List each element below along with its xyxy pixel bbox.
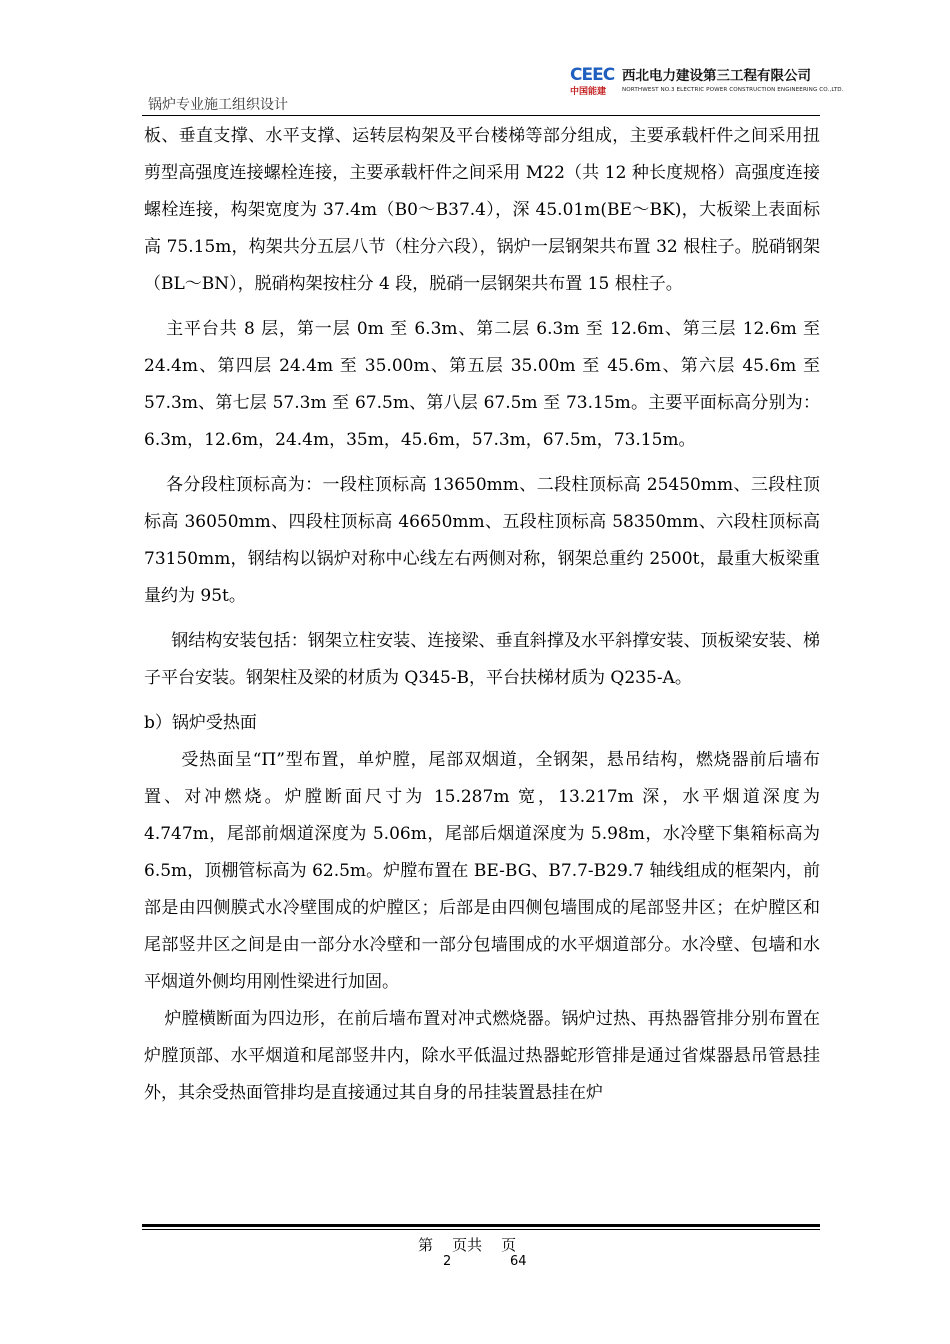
paragraph-heating-surface: 受热面呈“Π”型布置，单炉膛，尾部双烟道，全钢架，悬吊结构，燃烧器前后墙布置、对冲燃烧。炉膛断面尺寸为 15.287m 宽，13.217m 深，水平烟道深度为 4.747m，尾部前烟道深度为 5.06m，尾部后烟道深度为 5.98m，水冷壁下集箱标高为 6.5m，顶棚管标高为 62.5m。炉膛布置在 BE-BG、B7.7-B29.7 轴线组成的框架内，前部是由四侧膜式水冷壁围成的炉膛区；后部是由四侧包墙围成的尾部竖井区；在炉膛区和尾部竖井区之间是由一部分水冷壁和一部分包墙围成的水平烟道部分。水冷壁、包墙和水平烟道外侧均用刚性梁进行加固。	[144, 750, 820, 992]
total-pages: 64	[510, 1254, 527, 1269]
paragraph-steel-installation: 钢结构安装包括：钢架立柱安装、连接梁、垂直斜撑及水平斜撑安装、顶板梁安装、梯子平台安装。钢架柱及梁的材质为 Q345-B，平台扶梯材质为 Q235-A。	[144, 631, 820, 688]
paragraph-furnace-section: 炉膛横断面为四边形，在前后墙布置对冲式燃烧器。锅炉过热、再热器管排分别布置在炉膛顶部、水平烟道和尾部竖井内，除水平低温过热器蛇形管排是通过省煤器悬吊管悬挂外，其余受热面管排均是直接通过其自身的吊挂装置悬挂在炉	[144, 1009, 820, 1103]
page-number: 2	[443, 1254, 452, 1269]
footer-divider-thin	[142, 1229, 820, 1230]
document-body	[144, 118, 820, 1112]
section-heading-heating-surface: b）锅炉受热面	[144, 713, 257, 733]
footer-divider-thick	[142, 1224, 820, 1227]
company-english-name: NORTHWEST NO.3 ELECTRIC POWER CONSTRUCTION ENGINEERING CO.,LTD.	[622, 87, 844, 93]
svg-text:CEEC: CEEC	[570, 65, 615, 84]
group-name: 中国能建	[570, 87, 607, 97]
paragraph-column-elevations: 各分段柱顶标高为：一段柱顶标高 13650mm、二段柱顶标高 25450mm、三段柱顶标高 36050mm、四段柱顶标高 46650mm、五段柱顶标高 58350mm、六段柱顶标高 73150mm，钢结构以锅炉对称中心线左右两侧对称，钢架总重约 2500t，最重大板梁重量约为 95t。	[144, 475, 820, 606]
page-label: 第 页共 页	[418, 1236, 517, 1254]
company-logo	[570, 62, 844, 98]
paragraph-main-platform: 主平台共 8 层，第一层 0m 至 6.3m、第二层 6.3m 至 12.6m、第三层 12.6m 至 24.4m、第四层 24.4m 至 35.00m、第五层 35.00m 至 45.6m、第六层 45.6m 至 57.3m、第七层 57.3m 至 67.5m、第八层 67.5m 至 73.15m。主要平面标高分别为：6.3m，12.6m，24.4m，35m，45.6m，57.3m，67.5m，73.15m。	[144, 319, 820, 450]
ceec-logo-icon	[570, 64, 618, 84]
header-divider	[142, 115, 820, 116]
paragraph-steel-frame: 板、垂直支撑、水平支撑、运转层构架及平台楼梯等部分组成，主要承载杆件之间采用扭剪型高强度连接螺栓连接，主要承载杆件之间采用 M22（共 12 种长度规格）高强度连接螺栓连接，构架宽度为 37.4m（B0～B37.4），深 45.01m(BE～BK)，大板梁上表面标高 75.15m，构架共分五层八节（柱分六段），锅炉一层钢架共布置 32 根柱子。脱硝钢架（BL～BN），脱硝构架按柱分 4 段，脱硝一层钢架共布置 15 根柱子。	[144, 126, 820, 294]
company-name: 西北电力建设第三工程有限公司	[622, 68, 811, 84]
document-title: 锅炉专业施工组织设计	[148, 97, 288, 113]
